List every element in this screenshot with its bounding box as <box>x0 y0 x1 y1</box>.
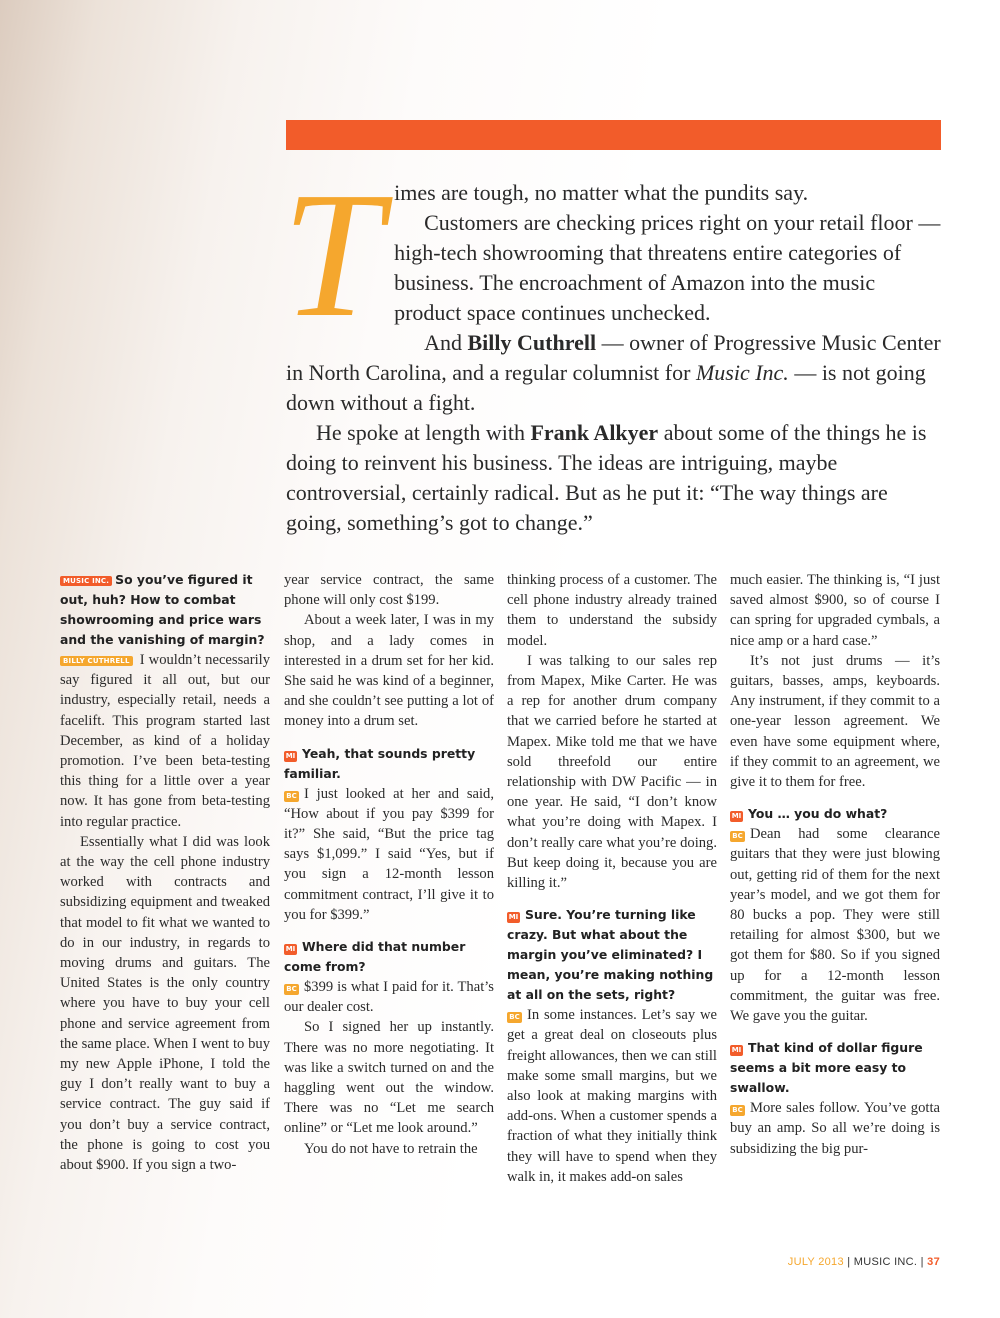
answer: BC More sales follow. You’ve gotta buy an amp. So all we’re doing is subsidizing the big pur- <box>730 1100 940 1157</box>
paragraph: year service contract, the same phone will only cost $199. <box>284 572 494 609</box>
intro-paragraph-3: And Billy Cuthrell — owner of Progressive Music Center in North Carolina, and a regular columnist for Music Inc. — is not going down without a fight. <box>286 330 941 415</box>
answer: BC I just looked at her and said, “How about if you pay $399 for it?” She said, “But the price tag says $1,099.” I said “Yes, but if you sign a 12-month lesson commitment contract, I’ll give it to you for $399.” <box>284 785 494 923</box>
column-4 <box>730 570 940 1159</box>
issue-date: JULY 2013 <box>787 1256 844 1268</box>
page-footer: JULY 2013 | MUSIC INC. | 37 <box>787 1256 940 1268</box>
paragraph: You do not have to retrain the <box>304 1140 478 1157</box>
paragraph: I was talking to our sales rep from Mapex, Mike Carter. He was a rep for another drum company that we carried before he started at Mapex. Mike told me that we have sold threefold our entire relationship with DW Pacific — in one year. He said, “I don’t know what you’re doing with Mapex. I don’t really care what you’re doing. But keep doing it, because you are killing it.” <box>507 652 717 892</box>
answer: BC $399 is what I paid for it. That’s our dealer cost. <box>284 979 494 1016</box>
page-number: 37 <box>927 1256 940 1268</box>
bc-icon: BC <box>730 1105 745 1116</box>
drop-cap: T <box>282 155 383 354</box>
mi-icon: MI <box>731 1046 742 1055</box>
intro-paragraph-4: He spoke at length with Frank Alkyer about some of the things he is doing to reinvent his business. The ideas are intriguing, maybe controversial, certainly radical. But as he put it: “The way things are going, something’s got to change.” <box>286 420 927 535</box>
answer: BC Dean had some clearance guitars that they were just blowing out, getting rid of them for the next year’s model, and we got them for 80 bucks a pop. They were still retailing for almost $300, but we got them for $80. So if you signed up for a 12-month lesson commitment, the guitar was free. We gave you the guitar. <box>730 826 940 1025</box>
music-inc-tag: MUSIC INC. <box>60 576 112 586</box>
mi-icon: MI <box>285 751 296 760</box>
name-frank-alkyer: Frank Alkyer <box>530 420 659 445</box>
bc-icon: BC <box>284 791 299 802</box>
question: MI Yeah, that sounds pretty familiar. <box>284 745 476 781</box>
question: MI Sure. You’re turning like crazy. But what about the margin you’ve eliminated? I mean, you’re making nothing at all on the sets, right? <box>507 907 714 1003</box>
header-accent-bar <box>286 120 941 150</box>
intro-paragraph-2: Customers are checking prices right on your retail floor — high-tech showrooming that threatens entire categories of business. The encroachment of Amazon into the music product space continues unchecked. <box>394 210 941 325</box>
publication-name: Music Inc. <box>695 360 789 385</box>
column-1 <box>60 570 270 1175</box>
bc-icon: BC <box>507 1012 522 1023</box>
publication-footer: MUSIC INC. <box>853 1256 918 1268</box>
question: MI Where did that number come from? <box>284 939 466 975</box>
answer-1: BILLY CUTHRELL I wouldn’t necessarily say figured it all out, but our industry, especially retail, needs a facelift. This program started last December, as kind of a holiday promotion. I’ve been beta-testing this thing for a little over a year now. It has gone from beta-testing into regular practice. <box>60 652 271 830</box>
billy-cuthrell-tag: BILLY CUTHRELL <box>60 656 133 666</box>
mi-icon: MI <box>285 945 296 954</box>
bc-icon: BC <box>730 831 745 842</box>
paragraph: It’s not just drums — it’s guitars, basses, amps, keyboards. Any instrument, if they commit to a one-year lesson agreement. We even have some equipment where, if they commit to an agreement, we give it to them for free. <box>730 652 940 791</box>
answer: BC In some instances. Let’s say we get a great deal on closeouts plus freight allowances, then we can still make some small margins, but we also look at making margins with add-ons. When a customer spends a fraction of what they initially think they will have to spend when they walk in, it makes add-on sales <box>507 1007 717 1185</box>
paragraph: So I signed her up instantly. There was no more negotiating. It was like a switch turned on and the haggling went out the window. There was no “Let me search online” or “Let me look around.” <box>284 1019 494 1137</box>
mi-icon: MI <box>508 913 519 922</box>
question: MI That kind of dollar figure seems a bit more easy to swallow. <box>730 1040 923 1096</box>
name-billy-cuthrell: Billy Cuthrell <box>467 330 597 355</box>
paragraph: Essentially what I did was look at the way the cell phone industry worked with contracts and subsidizing equipment and tweaked that model to fit what we wanted to do in our industry, in regards to moving drums and guitars. The United States is the only country where you have to buy your cell phone and service agreement from the same place. When I went to buy my new Apple iPhone, I told the guy I don’t really want to buy a service contract. The guy said if you don’t buy a service contract, the phone is going to cost you about $900. If you sign a two- <box>60 833 270 1174</box>
bc-icon: BC <box>284 984 299 995</box>
column-2 <box>284 570 494 1159</box>
mi-icon: MI <box>731 812 742 821</box>
question: MI You … you do what? <box>731 806 888 822</box>
article-intro <box>282 155 941 538</box>
question-1: MUSIC INC. So you’ve figured it out, huh? How to combat showrooming and price wars and the vanishing of margin? <box>60 572 265 647</box>
paragraph: About a week later, I was in my shop, and a lady comes in interested in a drum set for her kid. She said he was kind of a beginner, and she couldn’t see putting a lot of money into a drum set. <box>284 612 494 730</box>
paragraph: much easier. The thinking is, “I just saved almost $900, so of course I can spring for upgraded cymbals, a nice amp or a hard case.” <box>730 572 940 649</box>
column-3 <box>507 570 717 1187</box>
intro-paragraph-1: imes are tough, no matter what the pundits say. <box>394 180 809 205</box>
paragraph: thinking process of a customer. The cell phone industry already trained them to understand the subsidy model. <box>507 572 717 649</box>
